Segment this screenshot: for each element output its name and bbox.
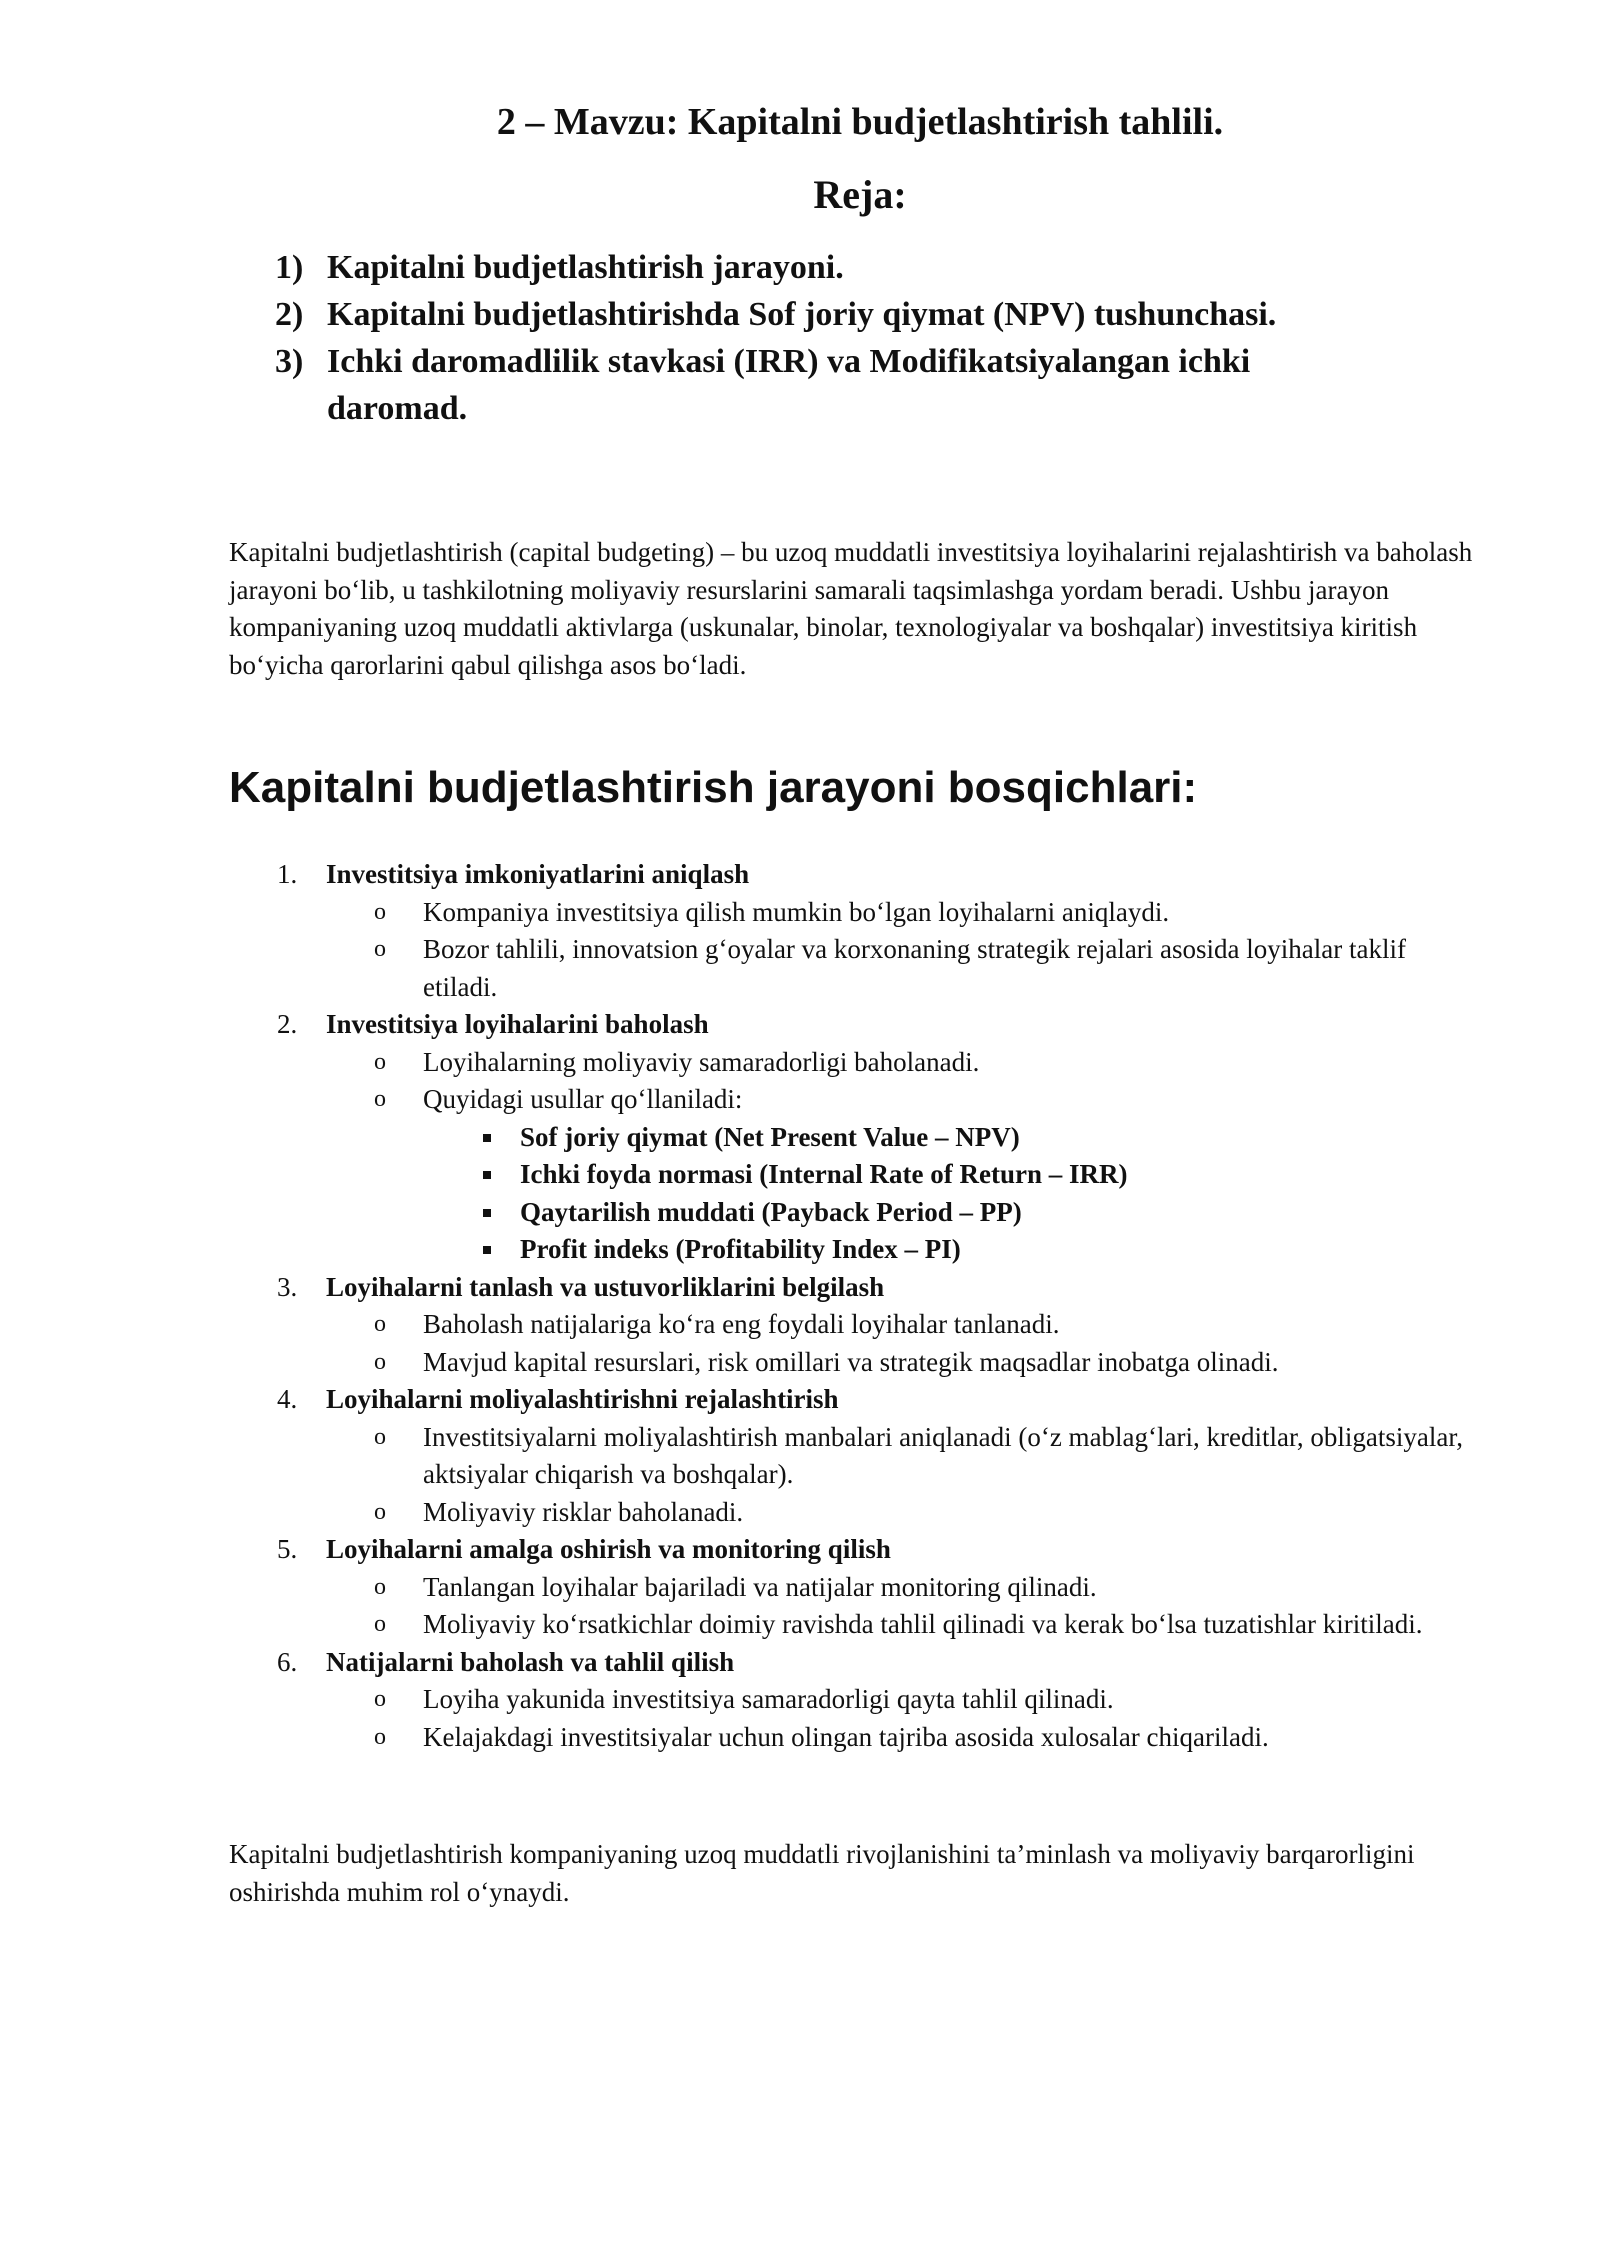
sub-item (326, 1306, 1473, 1344)
method-item (423, 1231, 1473, 1269)
step-sub-list (326, 1306, 1529, 1381)
sub-item (326, 894, 1473, 932)
step-title: Loyihalarni tanlash va ustuvorliklarini belgilash (326, 1271, 885, 1302)
circle-bullet-icon: o (374, 1723, 386, 1750)
sub-item-text: Mavjud kapital resurslari, risk omillari va strategik maqsadlar inobatga olinadi. (423, 1346, 1279, 1377)
closing-paragraph: Kapitalni budjetlashtirish kompaniyaning uzoq muddatli rivojlanishini ta’minlash va moliyaviy barqarorligini oshirishda muhim rol o‘ynaydi. (229, 1839, 1415, 1907)
step-title: Investitsiya loyihalarini baholash (326, 1009, 709, 1039)
sub-item-text: Kompaniya investitsiya qilish mumkin bo‘lgan loyihalarni aniqlaydi. (423, 896, 1170, 927)
method-text: Qaytarilish muddati (Payback Period – PP) (520, 1196, 1022, 1227)
circle-bullet-icon: o (374, 1573, 386, 1600)
section-heading: Kapitalni budjetlashtirish jarayoni bosqichlari: (229, 763, 1198, 812)
square-bullet-icon (483, 1209, 491, 1217)
step-sub-list (326, 1044, 1529, 1269)
methods-list (423, 1119, 1473, 1269)
sub-item (326, 1081, 1473, 1269)
step-item (229, 1644, 1529, 1757)
step-sub-list (326, 894, 1529, 1007)
circle-bullet-icon: o (374, 1611, 386, 1637)
circle-bullet-icon: o (374, 898, 386, 925)
step-title: Loyihalarni moliyalashtirishni rejalashtirish (326, 1384, 839, 1414)
process-steps-list (229, 856, 1529, 1756)
sub-item-text: Loyihalarning moliyaviy samaradorligi baholanadi. (423, 1046, 980, 1077)
step-item (229, 1381, 1529, 1531)
method-item (423, 1119, 1473, 1157)
square-bullet-icon (483, 1246, 491, 1254)
sub-item-text: Quyidagi usullar qo‘llaniladi: (423, 1084, 743, 1114)
step-title: Natijalarni baholash va tahlil qilish (326, 1646, 735, 1677)
plan-item (275, 291, 1395, 338)
sub-item (326, 1719, 1473, 1757)
step-title: Investitsiya imkoniyatlarini aniqlash (326, 859, 750, 889)
step-item (229, 1269, 1529, 1382)
sub-item (326, 1044, 1473, 1082)
method-text: Sof joriy qiymat (Net Present Value – NPV) (520, 1121, 1020, 1152)
plan-item (275, 244, 1395, 291)
plan-item-number: 3) (275, 343, 304, 380)
sub-item-text: Tanlangan loyihalar bajariladi va natijalar monitoring qilinadi. (423, 1571, 1097, 1602)
page-title: 2 – Mavzu: Kapitalni budjetlashtirish tahlili. (496, 101, 1224, 143)
sub-item-text: Kelajakdagi investitsiyalar uchun olingan tajriba asosida xulosalar chiqariladi. (423, 1721, 1269, 1752)
step-number: 6. (277, 1646, 298, 1677)
plan-item-text: Kapitalni budjetlashtirish jarayoni. (327, 249, 844, 286)
sub-item-text: Bozor tahlili, innovatsion g‘oyalar va korxonaning strategik rejalari asosida loyihalar taklif etiladi. (423, 934, 1406, 1002)
step-item (229, 856, 1529, 1006)
plan-list (275, 244, 1395, 432)
method-item (423, 1156, 1473, 1194)
plan-item-number: 1) (275, 249, 304, 286)
circle-bullet-icon: o (374, 1498, 386, 1525)
square-bullet-icon (483, 1171, 491, 1179)
sub-item (326, 1681, 1473, 1719)
step-number: 4. (277, 1384, 298, 1414)
step-item (229, 1006, 1529, 1269)
circle-bullet-icon: o (374, 1348, 386, 1375)
step-number: 5. (277, 1534, 298, 1564)
method-item (423, 1194, 1473, 1232)
circle-bullet-icon: o (374, 1311, 386, 1337)
sub-item (326, 1494, 1473, 1532)
sub-item-text: Baholash natijalariga ko‘ra eng foydali loyihalar tanlanadi. (423, 1309, 1060, 1339)
plan-item-text: Ichki daromadlilik stavkasi (IRR) va Modifikatsiyalangan ichki daromad. (327, 343, 1251, 427)
sub-item (326, 1419, 1473, 1494)
plan-item (275, 338, 1395, 432)
step-sub-list (326, 1681, 1529, 1756)
step-number: 1. (277, 859, 298, 889)
step-sub-list (326, 1569, 1529, 1644)
circle-bullet-icon: o (374, 1423, 386, 1450)
step-number: 2. (277, 1009, 298, 1039)
step-number: 3. (277, 1271, 298, 1302)
plan-item-number: 2) (275, 296, 304, 333)
intro-paragraph: Kapitalni budjetlashtirish (capital budgeting) – bu uzoq muddatli investitsiya loyihalarini rejalashtirish va baholash jarayoni bo‘lib, u tashkilotning moliyaviy resurslarini samarali taqsimlashga yordam beradi. Ushbu jarayon kompaniyaning uzoq muddatli aktivlarga (uskunalar, binolar, texnologiyalar va boshqalar) investitsiya kiritish bo‘yicha qarorlarini qabul qilishga asos bo‘ladi. (229, 537, 1473, 680)
circle-bullet-icon: o (374, 1048, 386, 1075)
sub-item (326, 1606, 1473, 1644)
sub-item-text: Moliyaviy ko‘rsatkichlar doimiy ravishda tahlil qilinadi va kerak bo‘lsa tuzatishlar kiritiladi. (423, 1609, 1423, 1639)
sub-item (326, 931, 1473, 1006)
circle-bullet-icon: o (374, 1086, 386, 1112)
step-title: Loyihalarni amalga oshirish va monitoring qilish (326, 1534, 891, 1564)
square-bullet-icon (483, 1134, 491, 1142)
circle-bullet-icon: o (374, 1686, 386, 1712)
sub-item-text: Loyiha yakunida investitsiya samaradorligi qayta tahlil qilinadi. (423, 1684, 1114, 1714)
method-text: Ichki foyda normasi (Internal Rate of Return – IRR) (520, 1159, 1128, 1189)
method-text: Profit indeks (Profitability Index – PI) (520, 1234, 961, 1264)
sub-item (326, 1344, 1473, 1382)
step-item (229, 1531, 1529, 1644)
sub-item-text: Investitsiyalarni moliyalashtirish manbalari aniqlanadi (o‘z mablag‘lari, kreditlar, obligatsiyalar, aktsiyalar chiqarish va boshqalar). (423, 1421, 1464, 1489)
step-sub-list (326, 1419, 1529, 1532)
plan-item-text: Kapitalni budjetlashtirishda Sof joriy qiymat (NPV) tushunchasi. (327, 296, 1277, 333)
sub-item-text: Moliyaviy risklar baholanadi. (423, 1496, 744, 1527)
circle-bullet-icon: o (374, 936, 386, 962)
sub-item (326, 1569, 1473, 1607)
plan-heading: Reja: (813, 172, 907, 217)
